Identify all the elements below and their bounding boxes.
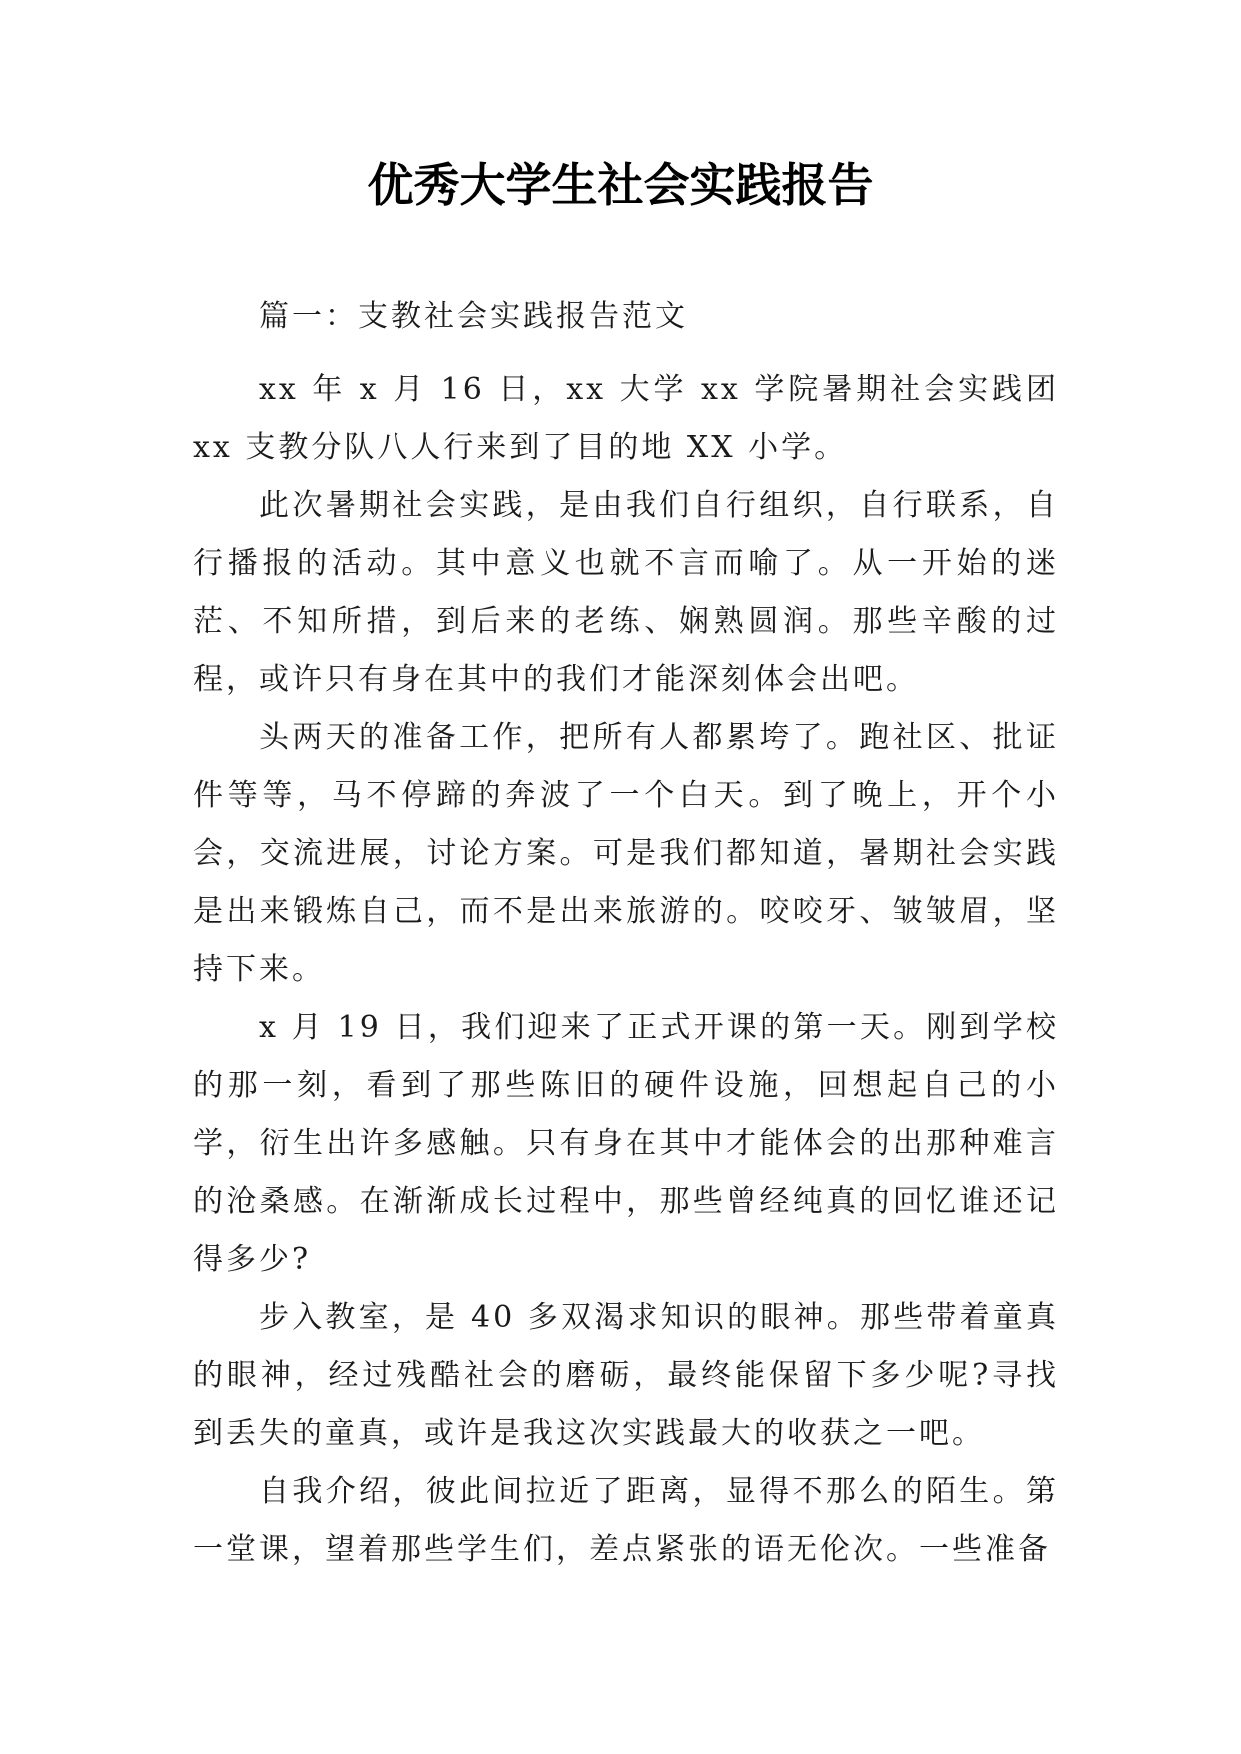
document-body: [193, 288, 1059, 1579]
paragraph: 头两天的准备工作，把所有人都累垮了。跑社区、批证件等等，马不停蹄的奔波了一个白天。到了晚上，开个小会，交流进展，讨论方案。可是我们都知道，暑期社会实践是出来锻炼自己，而不是出来旅游的。咬咬牙、皱皱眉，坚持下来。: [193, 720, 1059, 987]
paragraph: 自我介绍，彼此间拉近了距离，显得不那么的陌生。第一堂课，望着那些学生们，差点紧张的语无伦次。一些准备: [193, 1474, 1059, 1567]
paragraph: xx 年 x 月 16 日，xx 大学 xx 学院暑期社会实践团 xx 支教分队八人行来到了目的地 XX 小学。: [193, 372, 1059, 465]
paragraph: x 月 19 日，我们迎来了正式开课的第一天。刚到学校的那一刻，看到了那些陈旧的硬件设施，回想起自己的小学，衍生出许多感触。只有身在其中才能体会的出那种难言的沧桑感。在渐渐成长过程中，那些曾经纯真的回忆谁还记得多少?: [193, 1010, 1059, 1277]
paragraph: 此次暑期社会实践，是由我们自行组织，自行联系，自行播报的活动。其中意义也就不言而喻了。从一开始的迷茫、不知所措，到后来的老练、娴熟圆润。那些辛酸的过程，或许只有身在其中的我们才能深刻体会出吧。: [193, 488, 1059, 697]
document-title: 优秀大学生社会实践报告: [367, 158, 874, 212]
paragraph: 步入教室，是 40 多双渴求知识的眼神。那些带着童真的眼神，经过残酷社会的磨砺，最终能保留下多少呢?寻找到丢失的童真，或许是我这次实践最大的收获之一吧。: [193, 1300, 1059, 1451]
section-heading: 篇一：支教社会实践报告范文: [259, 299, 688, 334]
